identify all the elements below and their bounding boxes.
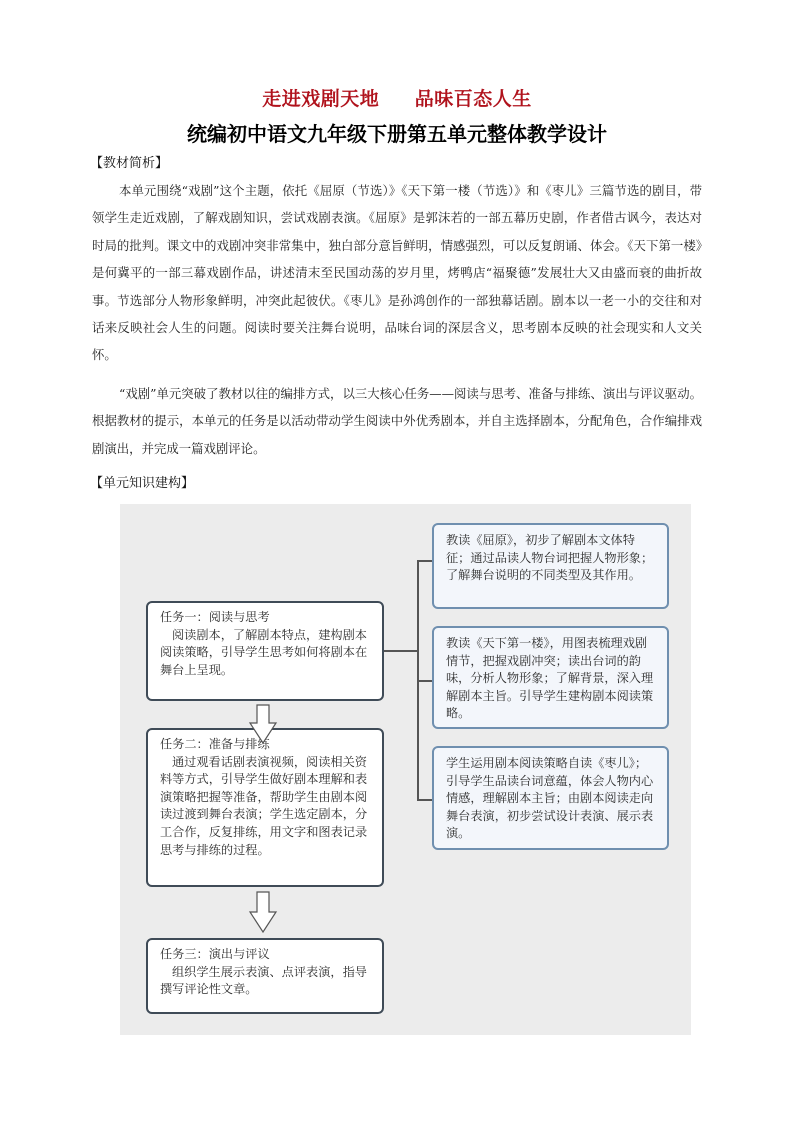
page-subtitle: 统编初中语文九年级下册第五单元整体教学设计 (187, 122, 607, 146)
connector-line (417, 799, 432, 801)
task-body-3: 组织学生展示表演、点评表演，指导撰写评论性文章。 (160, 964, 367, 997)
task-box-1 (146, 601, 384, 701)
connector-line (417, 560, 432, 562)
page-title: 走进戏剧天地 品味百态人生 (262, 88, 532, 110)
intro-paragraph-1: 本单元围绕“戏剧”这个主题，依托《屈原（节选）》《天下第一楼（节选）》和《枣儿》三篇节选的剧目，带领学生走近戏剧，了解戏剧知识，尝试戏剧表演。《屈原》是郭沫若的一部五幕历史剧，作者借古讽今，表达对时局的批判。课文中的戏剧冲突非常集中，独白部分意旨鲜明，情感强烈，可以反复朗诵、体会。《天下第一楼》是何冀平的一部三幕戏剧作品，讲述清末至民国动荡的岁月里，烤鸭店“福聚德”发展壮大又由盛而衰的曲折故事。节选部分人物形象鲜明，冲突此起彼伏。《枣儿》是孙鸿创作的一部独幕话剧。剧本以一老一小的交往和对话来反映社会人生的问题。阅读时要关注舞台说明，品味台词的深层含义，思考剧本反映的社会现实和人文关怀。 (92, 183, 702, 363)
down-arrow-icon (248, 890, 278, 934)
structure-heading: 【单元知识建构】 (90, 476, 195, 491)
intro-heading: 【教材简析】 (90, 156, 169, 171)
detail-box-2 (432, 626, 669, 729)
unit-structure-diagram (120, 504, 691, 1035)
task-title-3: 任务三：演出与评议 (160, 947, 270, 961)
task-body-2: 通过观看话剧表演视频，阅读相关资料等方式，引导学生做好剧本理解和表演策略把握等准备，帮助学生由剧本阅读过渡到舞台表演；学生选定剧本，分工合作，反复排练，用文字和图表记录思考与排练的过程。 (160, 754, 368, 857)
down-arrow-icon (248, 703, 278, 745)
detail-box-3 (432, 746, 669, 850)
task-box-3 (146, 938, 384, 1014)
task-title-1: 任务一：阅读与思考 (160, 610, 270, 624)
detail-text-3: 学生运用剧本阅读策略自读《枣儿》；引导学生品读台词意蕴，体会人物内心情感，理解剧本主旨；由剧本阅读走向舞台表演，初步尝试设计表演、展示表演。 (446, 756, 654, 841)
task-box-2 (146, 728, 384, 887)
intro-paragraph-2: “戏剧”单元突破了教材以往的编排方式，以三大核心任务——阅读与思考、准备与排练、演出与评议驱动。根据教材的提示，本单元的任务是以活动带动学生阅读中外优秀剧本，并自主选择剧本，分配角色，合作编排戏剧演出，并完成一篇戏剧评论。 (92, 386, 702, 456)
connector-line (417, 680, 432, 682)
detail-box-1 (432, 523, 669, 609)
detail-text-2: 教读《天下第一楼》，用图表梳理戏剧情节，把握戏剧冲突；读出台词的韵味，分析人物形象；了解背景，深入理解剧本主旨。引导学生建构剧本阅读策略。 (446, 636, 654, 721)
detail-text-1: 教读《屈原》，初步了解剧本文体特征；通过品读人物台词把握人物形象；了解舞台说明的不同类型及其作用。 (446, 533, 654, 583)
connector-line (384, 650, 418, 652)
task-title-2: 任务二：准备与排练 (160, 737, 270, 751)
task-body-1: 阅读剧本，了解剧本特点，建构剧本阅读策略，引导学生思考如何将剧本在舞台上呈现。 (160, 627, 368, 677)
